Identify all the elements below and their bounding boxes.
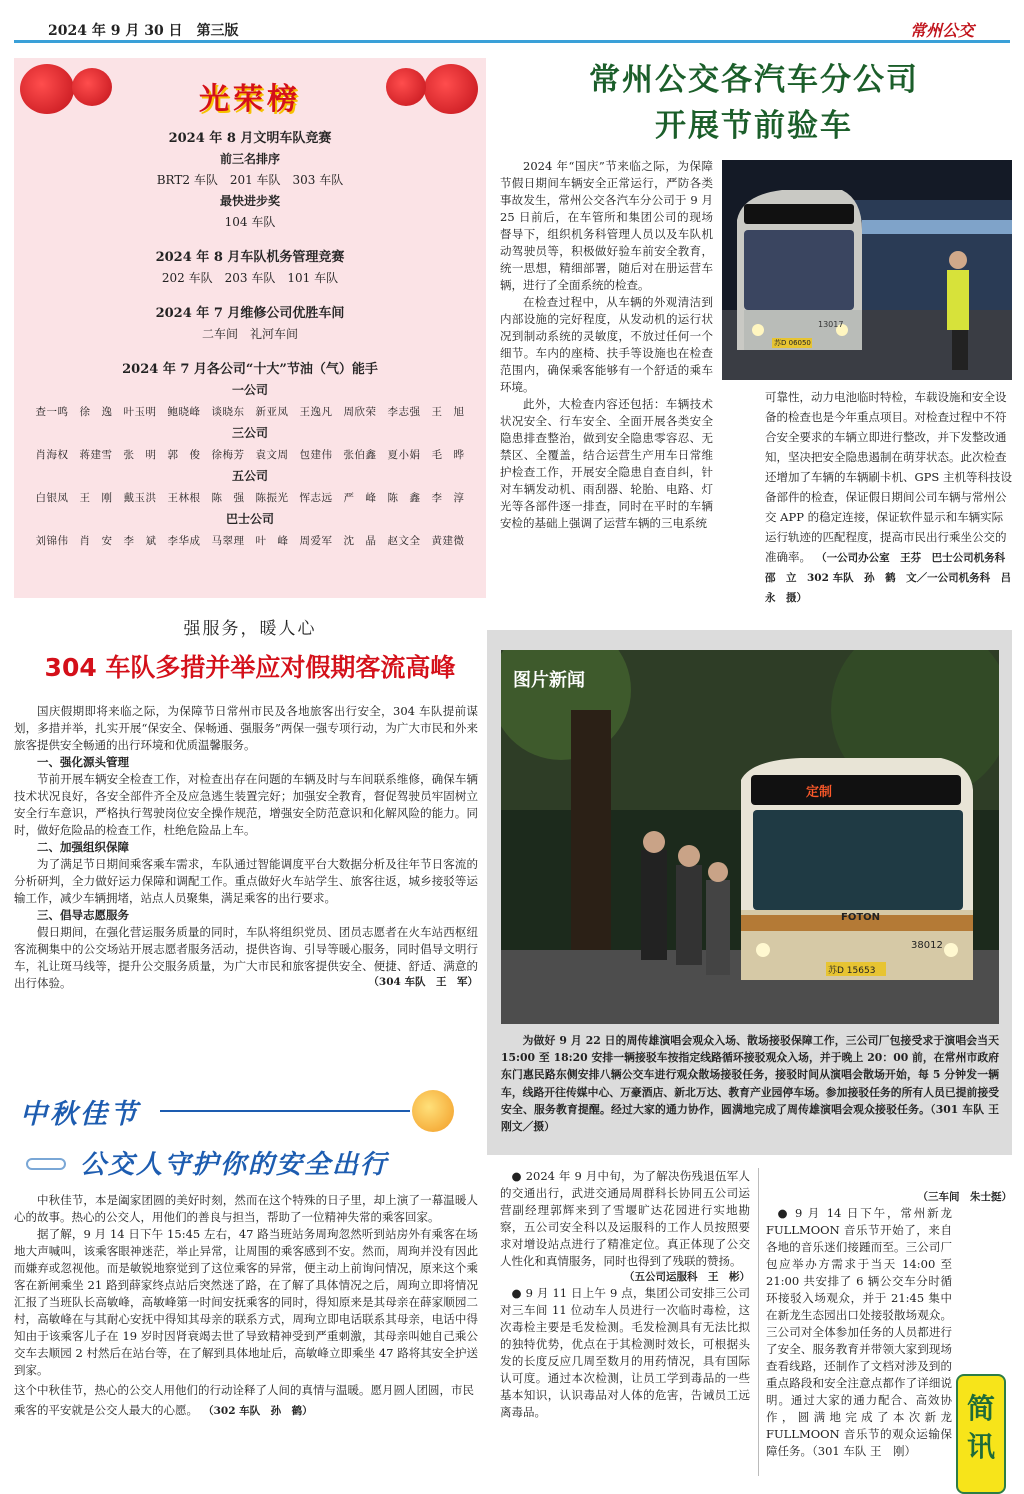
inspection-para1: 2024 年“国庆”节来临之际，为保障节假日期间车辆安全正常运行，严防各类事故发生，常州公交各汽车分公司于 9 月 25 日前后，在车管所和集团公司的现场督导下，组织机务科管理人员以及车队机动驾驶员等，积极做好验车前安全教育，统一思想，精细部署，随后对在册运营车辆，进行了全面系统的检查。 [500,159,713,292]
lantern-left2-icon [72,68,112,106]
midautumn-body [14,1192,478,1419]
inspection-bus-plate: 苏D 06050 [774,339,811,347]
bus-sign: 定制 [806,785,833,800]
honor-line-label: 三公司 [231,426,268,440]
article304-h2: 二、加强组织保障 [37,840,129,854]
brief1: ● 2024 年 9 月中旬，为了解决伤残退伍军人的交通出行，武进交通局周群科长协同五公司运营副经理郭辉来到了雪堰旷达花园进行实地勘察，五公司安全科以及运服科的工作人员按照要求对增设站点进行了精准定位。真正体现了公交人性化和真情服务，同时也得到了残联的赞扬。 [500,1169,750,1268]
inspection-text-col-a [500,158,713,532]
honor-section [14,303,486,345]
brief3: ● 9 月 14 日下午，常州新龙 FULLMOON 音乐节开始了，来自各地的音乐迷们接踵而至。三公司厂包应举办方需求于当天 14:00 至 21:00 共安排了 6 辆公交车分时循环接驳入场观众，并于 21:45 集中在新龙生态园出口处接驳散场观众。三公司对全体参加任务的人员都进行了安全、服务教育并带领大家到现场查看线路，还制作了文档对涉及到的重点路段和安全注意点都作了详细说明。通过大家的通力配合、高效协作，圆满地完成了本次新龙 FULLMOON 音乐节的观众运输保障任务。（301 车队 王 刚） [766,1206,952,1458]
brief1-byline: （五公司运服科 王 彬） [624,1271,750,1283]
inspection-photo [722,160,1012,380]
midautumn-p1: 中秋佳节，本是阖家团圆的美好时刻，然而在这个特殊的日子里，却上演了一幕温暖人心的故事。热心的公交人，用他们的善良与担当，帮助了一位精神失常的乘客回家。 [14,1193,478,1224]
honor-section-title: 2024 年 8 月文明车队竞赛 [168,131,332,146]
brief2-continued-spacer [766,1168,1012,1190]
article304-kicker: 强服务，暖人心 [183,619,317,639]
honor-section-title: 2024 年 8 月车队机务管理竞赛 [155,250,345,265]
article304-h3: 三、倡导志愿服务 [37,908,129,922]
honor-section [14,359,486,552]
brand-logo: 常州公交 [910,21,975,40]
honor-section [14,128,486,233]
moon-icon [412,1090,454,1132]
cloud-icon [26,1158,66,1170]
date-text: 2024 年 9 月 30 日 [48,23,183,39]
article304-title: 304 车队多措并举应对假期客流高峰 [44,653,456,682]
honor-section-title: 2024 年 7 月各公司“十大”节油（气）能手 [122,362,378,377]
midautumn-p2: 据了解，9 月 14 日下午 15:45 左右，47 路当班站务周珣忽然听到站房外有乘客在场地大声喊叫，该乘客眼神迷茫，举止异常，让周围的乘客感到不安。然而，周珣并没有因此而嫌弃或忽视他。而是敏锐地察觉到了这位乘客的异常，便主动上前询问情况，原来这个乘客在新闸乘坐 21 路到薛家终点站后突然迷了路，在了解了具体情况之后，周珣立即将情况汇报了当班队长高敏峰，高敏峰第一时间安抚乘客的同时，得知原来是其母亲在薛家顺园二村，高敏峰在与其耐心安抚中得知其母亲的联系方式，周珣立即电话联系其母亲，电话中得知由于该乘客儿子在 19 岁时因肾衰竭去世了导致精神受到严重刺激，其母亲叫她自己乘公交车去顺园 2 村然后在站台等，在了解到具体地址后，高敏峰立即乘坐 47 路将其安全护送到家。 [14,1227,478,1377]
photo-news-image [501,650,999,1024]
honor-names-row: 查一鸣 徐 逸 叶玉明 鲍晓峰 谈晓东 新亚凤 王逸凡 周欣荣 李志强 王 旭 [35,406,465,418]
honor-line-label: 最快进步奖 [219,194,280,208]
bus-brand: FOTON [841,912,881,923]
header-date [48,20,239,40]
honor-line-value: 二车间 礼河车间 [201,327,298,341]
honor-names-row: 白银凤 王 刚 戴玉洪 王林根 陈 强 陈振光 恽志远 严 峰 陈 鑫 李 淳 [35,492,465,504]
honor-line-label: 一公司 [231,383,268,397]
header-rule [14,40,1010,43]
inspection-byline: （一公司办公室 王芬 巴士公司机务科 邵 立 302 车队 孙 鹤 文／一公司机务科 吕 永 摄） [765,552,1022,604]
honor-line-label: 五公司 [231,469,268,483]
photo-news-caption: 为做好 9 月 22 日的周传雄演唱会观众入场、散场接驳保障工作，三公司厂包接受求于演唱会当天 15:00 至 18:20 安排一辆接驳车按指定线路循环接驳观众入场，并于晚上 20：00 前，在常州市政府东门惠民路东侧安排八辆公交车进行观众散场接驳任务，接驳时间从演唱会散场开始，每 5 分钟发一辆车，线路开往传媒中心、万豪酒店、新北万达、教育产业园停车场。参加接驳任务的所有人员已提前接受安全、服务教育提醒。经过大家的通力协作，圆满地完成了周传雄演唱会观众接驳任务。（301 车队 王刚文／摄） [501,1034,999,1134]
brief2-byline: （三车间 朱士挺） [917,1191,1012,1203]
inspection-bus-number: 13017 [818,320,844,329]
article304-intro: 国庆假期即将来临之际，为保障节日常州市民及各地旅客出行安全，304 车队提前谋划，多措并举，扎实开展“保安全、保畅通、强服务”两保一强专项行动，为广大市民和外来旅客提供安全畅通的出行环境和优质温馨服务。 [14,704,478,752]
bus-number: 38012 [911,940,943,951]
photo-news-panel [487,630,1012,1155]
midautumn-title-bottom: 公交人守护你的安全出行 [80,1150,389,1180]
briefs-label-badge: 简讯 [956,1374,1006,1494]
honor-line-value: BRT2 车队 201 车队 303 车队 [156,173,344,187]
midautumn-p3: 这个中秋佳节，热心的公交人用他们的行动诠释了人间的真情与温暖。愿月圆人团圆，市民乘客的平安就是公交人最大的心愿。 [14,1383,474,1417]
lantern-right2-icon [386,68,426,106]
photo-news-label: 图片新闻 [513,670,585,691]
brief2: ● 9 月 11 日上午 9 点，集团公司安排三公司对三车间 11 位动车人员进行一次临时毒检，这次毒检主要是毛发检测。毛发检测具有无法比拟的独特优势，优点在于其检测时效长，可根据头发的长度反应几周至数月的用药情况，具有国际认可度。通过本次检测，让员工学到毒品的一些基本知识，认识毒品对人体的危害，告诫员工远离毒品。 [500,1286,750,1419]
briefs-divider [758,1168,759,1476]
article304-body [14,703,478,990]
honor-title: 光荣榜 [199,82,301,117]
article304-p1: 节前开展车辆安全检查工作，对检查出存在问题的车辆及时与车间联系维修，确保车辆技术状况良好，各安全部件齐全及应急逃生装置完好；加强安全教育，督促驾驶员牢固树立安全行车意识，严格执行驾驶岗位安全操作规范，增强安全防范意识和化解风险的能力。同时，做好危险品的检查工作，杜绝危险品上车。 [14,772,478,837]
inspection-text-col-b [765,386,1022,606]
article304-h1: 一、强化源头管理 [37,755,129,769]
honor-section-title: 2024 年 7 月维修公司优胜车间 [155,306,345,321]
bus-concert-illustration [501,650,999,1024]
edition-text: 第三版 [196,23,239,39]
honor-names-row: 肖海权 蒋建雪 张 明 郭 俊 徐梅芳 袁文周 包建伟 张伯鑫 夏小娟 毛 晔 [35,449,465,461]
article304-byline: （304 车队 王 军） [368,976,478,988]
honor-section [14,247,486,289]
midautumn-title-rule [160,1110,410,1112]
midautumn-byline: （302 车队 孙 鹤） [203,1405,313,1417]
inspection-title-line1: 常州公交各汽车分公司 [589,62,919,98]
midautumn-title-top: 中秋佳节 [20,1099,140,1130]
inspection-title-line2: 开展节前验车 [655,108,853,144]
bus-plate: 苏D 15653 [828,966,876,976]
honor-sections [14,128,486,552]
honor-names-row: 刘锦伟 肖 安 李 斌 李华成 马翠理 叶 峰 周爱军 沈 晶 赵文全 黄建微 [35,535,465,547]
briefs-col-a [500,1168,750,1421]
honor-line-value: 202 车队 203 车队 101 车队 [161,271,339,285]
lantern-right-icon [424,64,478,114]
inspection-para4: 可靠性，动力电池临时特检，车载设施和安全设备的检查也是今年重点项目。对检查过程中不符合安全要求的车辆立即进行整改，并下发整改通知，坚决把安全隐患遏制在萌芽状态。此次检查还增加了车辆的车辆刷卡机、GPS 主机等科技设备部件的检查，保证假日期间公司车辆与常州公交 APP 的稳定连接，保证软件显示和车辆实际运行轨迹的匹配程度，提高市民出行乘坐公交的准确率。 [765,390,1012,564]
honor-line-label: 前三名排序 [219,152,280,166]
article304-p3: 假日期间，在强化营运服务质量的同时，车队将组织党员、团员志愿者在火车站西枢纽客流稠集中的公交场站开展志愿者服务活动，提供咨询、引导等暖心服务，同时倡导文明行车，礼让斑马线等，提升公交服务质量，为广大市民和旅客提供安全、便捷、舒适、满意的出行体验。 [14,925,478,990]
bus-night-illustration [722,160,1012,380]
inspection-para3: 此外，大检查内容还包括：车辆技术状况安全、行车安全、全面开展各类安全隐患排查整治，做到安全隐患零容忍、无禁区、全覆盖，结合运营生产用车日常维护检查工作，开展安全隐患自查自纠，针对车辆发动机、雨刮器、轮胎、电路、灯光等各部件逐一排查，同时在平时的车辆安检的基础上强调了运营车辆的三电系统 [500,397,713,530]
honor-line-label: 巴士公司 [225,512,274,526]
honor-board [14,58,486,598]
article304-p2: 为了满足节日期间乘客乘车需求，车队通过智能调度平台大数据分析及往年节日客流的分析研判，全力做好运力保障和调配工作。重点做好火车站学生、旅客往返，城乡接驳等运输工作，减少车辆拥堵，站点人员聚集，满足乘客的出行要求。 [14,857,478,905]
lantern-left-icon [20,64,74,114]
honor-line-value: 104 车队 [224,215,276,229]
inspection-para2: 在检查过程中，从车辆的外观清洁到内部设施的完好程度，从发动机的运行状况到制动系统的灵敏度，不放过任何一个细节。车内的座椅、扶手等设施也在检查范围内，确保乘客能够有一个舒适的乘车环境。 [500,295,713,394]
